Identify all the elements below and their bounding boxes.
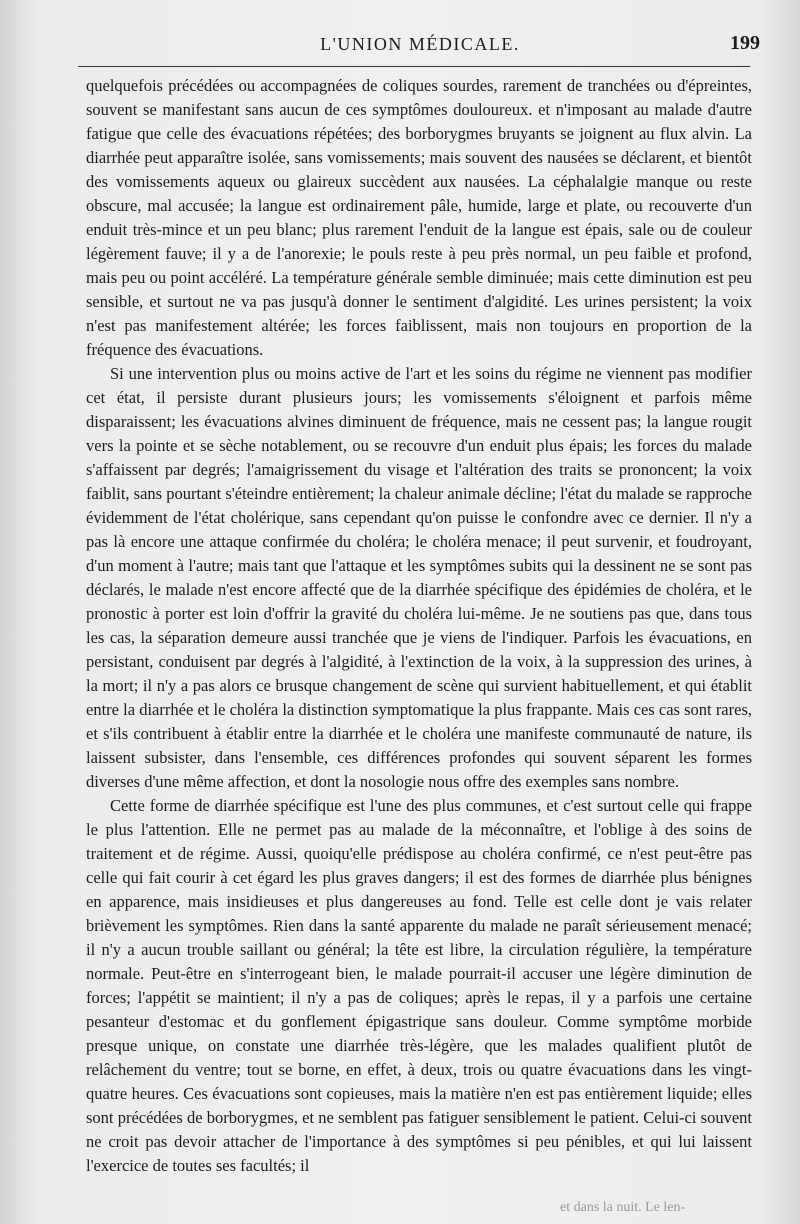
paragraph-3: Cette forme de diarrhée spécifique est l'une des plus communes, et c'est surtout celle qui frappe le plus l'attention. Elle ne permet pas au malade de la méconnaître, et l'oblige à des soins de traitement et de régime. Aussi, quoiqu'elle prédispose au choléra confirmé, ce n'est peut-être pas celle qui fait courir à cet égard les plus graves dangers; il est des formes de diarrhée plus bénignes en apparence, mais insidieuses et plus dangereuses au fond. Telle est celle dont je vais relater brièvement les symptômes. Rien dans la santé apparente du malade ne paraît sérieusement menacé; il n'y a aucun trouble saillant ou général; la tête est libre, la circulation régulière, la température normale. Peut-être en s'interrogeant bien, le malade pourrait-il accuser une légère diminution de forces; l'appétit se maintient; il n'y a pas de coliques; après le repas, il y a parfois une certaine pesanteur d'estomac et du gonflement épigastrique sans douleur. Comme symptôme morbide presque unique, on constate une diarrhée très-légère, que les malades qualifient plutôt de relâchement du ventre; tout se borne, en effet, à deux, trois ou quatre évacuations dans les vingt-quatre heures. Ces évacuations sont copieuses, mais la matière n'en est pas entièrement liquide; elles sont précédées de borborygmes, et ne semblent pas fatiguer sensiblement le patient. Celui-ci souvent ne croit pas devoir attacher de l'importance à des symptômes si peu pénibles, et qui lui laissent l'exercice de toutes ses facultés; il bbox=[86, 796, 752, 1175]
body-text bbox=[86, 74, 752, 1178]
paragraph-2: Si une intervention plus ou moins active de l'art et les soins du régime ne viennent pas modifier cet état, il persiste durant plusieurs jours; les vomissements s'éloignent et parfois même disparaissent; les évacuations alvines diminuent de fréquence, mais ne cessent pas; la langue rougit vers la pointe et se sèche notablement, ou se recouvre d'un enduit plus épais; les forces du malade s'affaissent par degrés; l'amaigrissement du visage et l'altération des traits se prononcent; la voix faiblit, sans pourtant s'éteindre entièrement; la chaleur animale décline; l'état du malade se rapproche évidemment de l'état cholérique, sans cependant qu'on puisse le confondre avec ce dernier. Il n'y a pas là encore une attaque confirmée du choléra; le choléra menace; il peut survenir, et foudroyant, d'un moment à l'autre; mais tant que l'attaque et les symptômes subits qui la dessinent ne se sont pas déclarés, le malade n'est encore affecté que de la diarrhée spécifique des épidémies de choléra, et le pronostic à porter est loin d'offrir la gravité du choléra lui-même. Je ne soutiens pas que, dans tous les cas, la séparation demeure aussi tranchée que je viens de l'indiquer. Parfois les évacuations, en persistant, conduisent par degrés à l'algidité, à l'extinction de la voix, à la suppression des urines, à la mort; il n'y a pas alors ce brusque changement de scène qui survient habituellement, et qui établit entre la diarrhée et le choléra la distinction symptomatique la plus frappante. Mais ces cas sont rares, et s'ils contribuent à établir entre la diarrhée et le choléra une manifeste communauté de nature, ils laissent subsister, dans l'ensemble, ces différences profondes qui souvent séparent les formes diverses d'une même affection, et dont la nosologie nous offre des exemples sans nombre. bbox=[86, 364, 752, 791]
running-title: L'UNION MÉDICALE. bbox=[320, 34, 520, 54]
page-header bbox=[80, 30, 760, 64]
page-number: 199 bbox=[730, 32, 760, 54]
bleed-through-text: et dans la nuit. Le len- bbox=[560, 1200, 686, 1215]
paragraph-1: quelquefois précédées ou accompagnées de coliques sourdes, rarement de tranchées ou d'épreintes, souvent se manifestant sans aucun de ces symptômes douloureux. et n'imposant au malade d'autre fatigue que celle des évacuations répétées; des borborygmes bruyants se joignent au flux alvin. La diarrhée peut apparaître isolée, sans vomissements; mais souvent des nausées se déclarent, et bientôt des vomissements aqueux ou glaireux succèdent aux nausées. La céphalalgie manque ou reste obscure, mal accusée; la langue est ordinairement pâle, humide, large et plate, ou recouverte d'un enduit très-mince et un peu blanc; plus rarement l'enduit de la langue est épais, sale ou de couleur légèrement fauve; il y a de l'anorexie; le pouls reste à peu près normal, un peu faible et profond, mais peu ou point accéléré. La température générale semble diminuée; mais cette diminution est peu sensible, et surtout ne va pas jusqu'à donner le sentiment d'algidité. Les urines persistent; la voix n'est pas manifestement altérée; les forces faiblissent, mais non toujours en proportion de la fréquence des évacuations. bbox=[86, 76, 752, 359]
header-rule bbox=[78, 66, 750, 67]
